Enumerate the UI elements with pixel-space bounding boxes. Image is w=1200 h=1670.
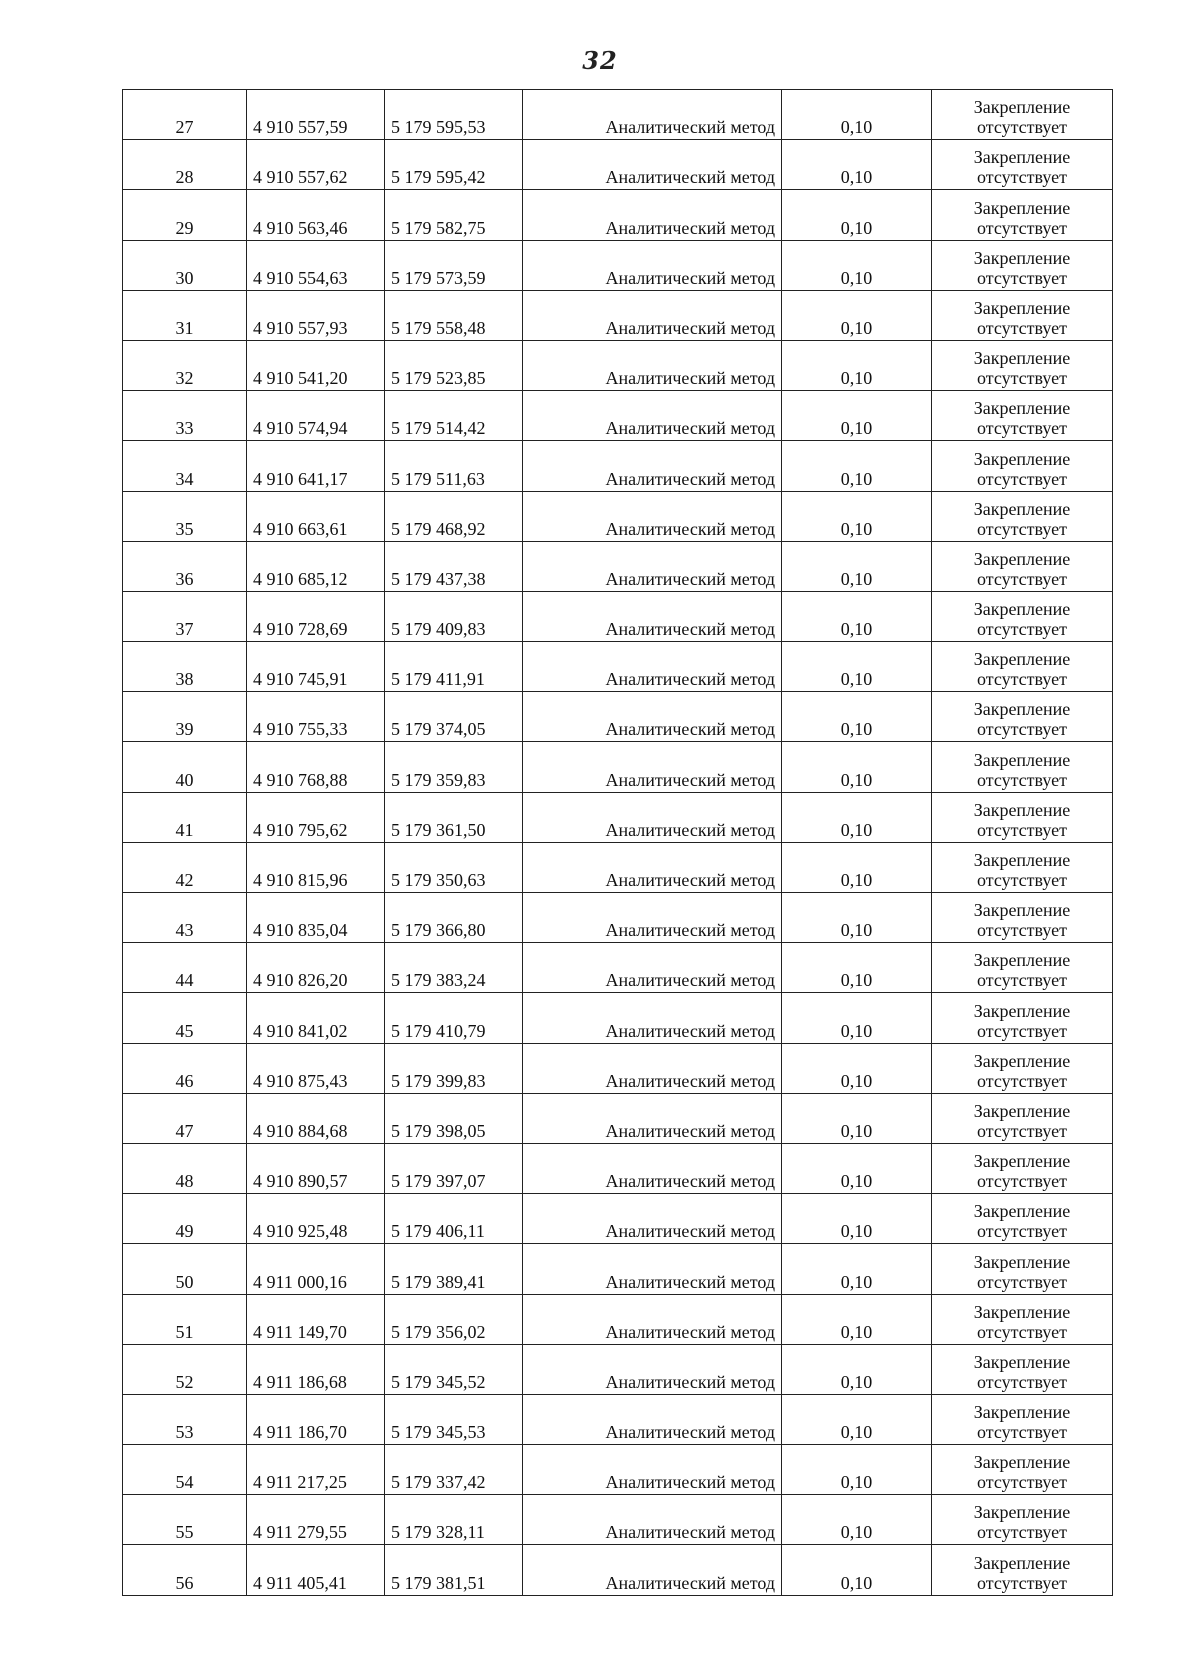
x-coordinate-cell: 4 910 815,96 [247, 842, 385, 892]
fixation-text-line: Закрепление [973, 1301, 1071, 1322]
y-coordinate-cell: 5 179 350,63 [385, 842, 523, 892]
y-coordinate-cell: 5 179 366,80 [385, 893, 523, 943]
method-cell: Аналитический метод [523, 1545, 782, 1595]
point-number-cell: 51 [123, 1294, 247, 1344]
table-row [123, 1495, 1113, 1545]
coordinates-table [122, 89, 1113, 1596]
y-coordinate-cell: 5 179 361,50 [385, 792, 523, 842]
fixation-text-line: отсутствует [976, 1472, 1068, 1493]
point-number-cell: 43 [123, 893, 247, 943]
fixation-cell [932, 1344, 1113, 1394]
table-row [123, 993, 1113, 1043]
fixation-cell [932, 1445, 1113, 1495]
fixation-text-line: отсутствует [976, 769, 1068, 790]
y-coordinate-cell: 5 179 595,42 [385, 140, 523, 190]
table-row [123, 742, 1113, 792]
fixation-text-line: Закрепление [973, 699, 1071, 720]
fixation-cell [932, 1194, 1113, 1244]
y-coordinate-cell: 5 179 523,85 [385, 340, 523, 390]
table-body [123, 90, 1113, 1596]
method-cell: Аналитический метод [523, 1194, 782, 1244]
fixation-cell [932, 190, 1113, 240]
method-cell: Аналитический метод [523, 1093, 782, 1143]
fixation-text-line: отсутствует [976, 267, 1068, 288]
accuracy-cell: 0,10 [782, 1143, 932, 1193]
point-number-cell: 45 [123, 993, 247, 1043]
fixation-text-line: отсутствует [976, 1321, 1068, 1342]
accuracy-cell: 0,10 [782, 391, 932, 441]
method-cell: Аналитический метод [523, 742, 782, 792]
fixation-text-line: Закрепление [973, 297, 1071, 318]
fixation-cell [932, 290, 1113, 340]
fixation-cell [932, 1495, 1113, 1545]
fixation-text-line: Закрепление [973, 749, 1071, 770]
fixation-text-line: отсутствует [976, 317, 1068, 338]
accuracy-cell: 0,10 [782, 1445, 932, 1495]
accuracy-cell: 0,10 [782, 1344, 932, 1394]
table-row [123, 1043, 1113, 1093]
fixation-cell [932, 893, 1113, 943]
fixation-cell [932, 541, 1113, 591]
fixation-text-line: Закрепление [973, 1402, 1071, 1423]
fixation-text-line: Закрепление [973, 97, 1071, 118]
table-row [123, 1143, 1113, 1193]
x-coordinate-cell: 4 910 563,46 [247, 190, 385, 240]
fixation-text-line: отсутствует [976, 920, 1068, 941]
fixation-cell [932, 391, 1113, 441]
x-coordinate-cell: 4 910 745,91 [247, 642, 385, 692]
x-coordinate-cell: 4 910 841,02 [247, 993, 385, 1043]
x-coordinate-cell: 4 911 186,70 [247, 1394, 385, 1444]
fixation-cell [932, 441, 1113, 491]
x-coordinate-cell: 4 910 574,94 [247, 391, 385, 441]
method-cell: Аналитический метод [523, 190, 782, 240]
y-coordinate-cell: 5 179 437,38 [385, 541, 523, 591]
method-cell: Аналитический метод [523, 993, 782, 1043]
accuracy-cell: 0,10 [782, 1043, 932, 1093]
x-coordinate-cell: 4 911 000,16 [247, 1244, 385, 1294]
fixation-text-line: Закрепление [973, 900, 1071, 921]
fixation-text-line: Закрепление [973, 448, 1071, 469]
fixation-cell [932, 491, 1113, 541]
fixation-text-line: Закрепление [973, 799, 1071, 820]
method-cell: Аналитический метод [523, 1043, 782, 1093]
method-cell: Аналитический метод [523, 1244, 782, 1294]
accuracy-cell: 0,10 [782, 792, 932, 842]
table-row [123, 391, 1113, 441]
table-row [123, 541, 1113, 591]
method-cell: Аналитический метод [523, 692, 782, 742]
accuracy-cell: 0,10 [782, 742, 932, 792]
fixation-text-line: Закрепление [973, 1251, 1071, 1272]
method-cell: Аналитический метод [523, 140, 782, 190]
accuracy-cell: 0,10 [782, 190, 932, 240]
method-cell: Аналитический метод [523, 943, 782, 993]
x-coordinate-cell: 4 910 768,88 [247, 742, 385, 792]
fixation-text-line: отсутствует [976, 1120, 1068, 1141]
accuracy-cell: 0,10 [782, 1194, 932, 1244]
x-coordinate-cell: 4 910 554,63 [247, 240, 385, 290]
fixation-text-line: отсутствует [976, 1171, 1068, 1192]
fixation-text-line: Закрепление [973, 599, 1071, 620]
y-coordinate-cell: 5 179 359,83 [385, 742, 523, 792]
fixation-text-line: отсутствует [976, 870, 1068, 890]
y-coordinate-cell: 5 179 389,41 [385, 1244, 523, 1294]
method-cell: Аналитический метод [523, 240, 782, 290]
y-coordinate-cell: 5 179 356,02 [385, 1294, 523, 1344]
table-row [123, 1545, 1113, 1595]
fixation-text-line: отсутствует [976, 368, 1068, 389]
point-number-cell: 46 [123, 1043, 247, 1093]
x-coordinate-cell: 4 910 685,12 [247, 541, 385, 591]
point-number-cell: 29 [123, 190, 247, 240]
point-number-cell: 36 [123, 541, 247, 591]
table-row [123, 491, 1113, 541]
x-coordinate-cell: 4 910 557,93 [247, 290, 385, 340]
accuracy-cell: 0,10 [782, 993, 932, 1043]
fixation-text-line: отсутствует [976, 819, 1068, 840]
fixation-text-line: Закрепление [973, 147, 1071, 168]
accuracy-cell: 0,10 [782, 692, 932, 742]
x-coordinate-cell: 4 911 149,70 [247, 1294, 385, 1344]
accuracy-cell: 0,10 [782, 591, 932, 641]
y-coordinate-cell: 5 179 511,63 [385, 441, 523, 491]
fixation-cell [932, 90, 1113, 140]
fixation-cell [932, 140, 1113, 190]
method-cell: Аналитический метод [523, 1445, 782, 1495]
x-coordinate-cell: 4 911 405,41 [247, 1545, 385, 1595]
fixation-cell [932, 1545, 1113, 1595]
fixation-cell [932, 240, 1113, 290]
method-cell: Аналитический метод [523, 1294, 782, 1344]
y-coordinate-cell: 5 179 595,53 [385, 90, 523, 140]
fixation-text-line: Закрепление [973, 1502, 1071, 1523]
fixation-text-line: Закрепление [973, 1201, 1071, 1222]
table-row [123, 792, 1113, 842]
accuracy-cell: 0,10 [782, 842, 932, 892]
fixation-text-line: Закрепление [973, 1100, 1071, 1121]
fixation-cell [932, 591, 1113, 641]
fixation-text-line: Закрепление [973, 1452, 1071, 1473]
method-cell: Аналитический метод [523, 893, 782, 943]
fixation-text-line: отсутствует [976, 217, 1068, 238]
accuracy-cell: 0,10 [782, 140, 932, 190]
table-row [123, 1244, 1113, 1294]
accuracy-cell: 0,10 [782, 1093, 932, 1143]
y-coordinate-cell: 5 179 337,42 [385, 1445, 523, 1495]
fixation-cell [932, 1294, 1113, 1344]
fixation-cell [932, 842, 1113, 892]
table-row [123, 1194, 1113, 1244]
table-row [123, 591, 1113, 641]
fixation-text-line: отсутствует [976, 518, 1068, 539]
point-number-cell: 56 [123, 1545, 247, 1595]
point-number-cell: 28 [123, 140, 247, 190]
y-coordinate-cell: 5 179 397,07 [385, 1143, 523, 1193]
accuracy-cell: 0,10 [782, 1545, 932, 1595]
accuracy-cell: 0,10 [782, 240, 932, 290]
fixation-text-line: Закрепление [973, 398, 1071, 419]
table-row [123, 842, 1113, 892]
accuracy-cell: 0,10 [782, 1244, 932, 1294]
table-row [123, 441, 1113, 491]
fixation-text-line: отсутствует [976, 1020, 1068, 1041]
accuracy-cell: 0,10 [782, 1294, 932, 1344]
fixation-text-line: Закрепление [973, 498, 1071, 519]
fixation-text-line: отсутствует [976, 619, 1068, 640]
y-coordinate-cell: 5 179 468,92 [385, 491, 523, 541]
fixation-text-line: Закрепление [973, 197, 1071, 218]
accuracy-cell: 0,10 [782, 290, 932, 340]
x-coordinate-cell: 4 911 186,68 [247, 1344, 385, 1394]
fixation-cell [932, 993, 1113, 1043]
fixation-cell [932, 642, 1113, 692]
table-row [123, 240, 1113, 290]
fixation-cell [932, 1043, 1113, 1093]
y-coordinate-cell: 5 179 406,11 [385, 1194, 523, 1244]
fixation-cell [932, 1093, 1113, 1143]
accuracy-cell: 0,10 [782, 90, 932, 140]
point-number-cell: 42 [123, 842, 247, 892]
x-coordinate-cell: 4 910 795,62 [247, 792, 385, 842]
fixation-text-line: Закрепление [973, 1552, 1071, 1573]
fixation-text-line: Закрепление [973, 348, 1071, 369]
table-row [123, 1294, 1113, 1344]
accuracy-cell: 0,10 [782, 541, 932, 591]
fixation-text-line: отсутствует [976, 568, 1068, 589]
point-number-cell: 37 [123, 591, 247, 641]
x-coordinate-cell: 4 910 890,57 [247, 1143, 385, 1193]
table-row [123, 340, 1113, 390]
point-number-cell: 35 [123, 491, 247, 541]
table-row [123, 893, 1113, 943]
accuracy-cell: 0,10 [782, 893, 932, 943]
point-number-cell: 39 [123, 692, 247, 742]
method-cell: Аналитический метод [523, 1495, 782, 1545]
y-coordinate-cell: 5 179 411,91 [385, 642, 523, 692]
x-coordinate-cell: 4 910 541,20 [247, 340, 385, 390]
table-row [123, 1445, 1113, 1495]
point-number-cell: 44 [123, 943, 247, 993]
fixation-text-line: отсутствует [976, 719, 1068, 740]
fixation-text-line: Закрепление [973, 247, 1071, 268]
x-coordinate-cell: 4 911 279,55 [247, 1495, 385, 1545]
point-number-cell: 31 [123, 290, 247, 340]
x-coordinate-cell: 4 910 728,69 [247, 591, 385, 641]
point-number-cell: 50 [123, 1244, 247, 1294]
y-coordinate-cell: 5 179 345,52 [385, 1344, 523, 1394]
fixation-text-line: отсутствует [976, 1271, 1068, 1292]
x-coordinate-cell: 4 911 217,25 [247, 1445, 385, 1495]
point-number-cell: 34 [123, 441, 247, 491]
x-coordinate-cell: 4 910 557,62 [247, 140, 385, 190]
fixation-text-line: отсутствует [976, 970, 1068, 991]
fixation-cell [932, 792, 1113, 842]
y-coordinate-cell: 5 179 381,51 [385, 1545, 523, 1595]
x-coordinate-cell: 4 910 925,48 [247, 1194, 385, 1244]
fixation-text-line: отсутствует [976, 1522, 1068, 1543]
point-number-cell: 38 [123, 642, 247, 692]
x-coordinate-cell: 4 910 835,04 [247, 893, 385, 943]
y-coordinate-cell: 5 179 573,59 [385, 240, 523, 290]
accuracy-cell: 0,10 [782, 441, 932, 491]
y-coordinate-cell: 5 179 409,83 [385, 591, 523, 641]
x-coordinate-cell: 4 910 641,17 [247, 441, 385, 491]
x-coordinate-cell: 4 910 884,68 [247, 1093, 385, 1143]
point-number-cell: 40 [123, 742, 247, 792]
method-cell: Аналитический метод [523, 591, 782, 641]
method-cell: Аналитический метод [523, 491, 782, 541]
method-cell: Аналитический метод [523, 842, 782, 892]
table-row [123, 642, 1113, 692]
point-number-cell: 27 [123, 90, 247, 140]
page-number: 32 [582, 46, 618, 75]
x-coordinate-cell: 4 910 826,20 [247, 943, 385, 993]
method-cell: Аналитический метод [523, 340, 782, 390]
fixation-cell [932, 1394, 1113, 1444]
point-number-cell: 55 [123, 1495, 247, 1545]
fixation-text-line: Закрепление [973, 1000, 1071, 1021]
method-cell: Аналитический метод [523, 541, 782, 591]
accuracy-cell: 0,10 [782, 491, 932, 541]
y-coordinate-cell: 5 179 514,42 [385, 391, 523, 441]
y-coordinate-cell: 5 179 383,24 [385, 943, 523, 993]
point-number-cell: 30 [123, 240, 247, 290]
point-number-cell: 47 [123, 1093, 247, 1143]
point-number-cell: 49 [123, 1194, 247, 1244]
y-coordinate-cell: 5 179 582,75 [385, 190, 523, 240]
fixation-text-line: Закрепление [973, 1050, 1071, 1071]
method-cell: Аналитический метод [523, 792, 782, 842]
y-coordinate-cell: 5 179 558,48 [385, 290, 523, 340]
fixation-text-line: Закрепление [973, 548, 1071, 569]
y-coordinate-cell: 5 179 410,79 [385, 993, 523, 1043]
table-row [123, 90, 1113, 140]
fixation-text-line: отсутствует [976, 1221, 1068, 1242]
fixation-text-line: Закрепление [973, 1151, 1071, 1172]
fixation-text-line: отсутствует [976, 1572, 1068, 1593]
y-coordinate-cell: 5 179 399,83 [385, 1043, 523, 1093]
method-cell: Аналитический метод [523, 1394, 782, 1444]
y-coordinate-cell: 5 179 374,05 [385, 692, 523, 742]
point-number-cell: 53 [123, 1394, 247, 1444]
method-cell: Аналитический метод [523, 391, 782, 441]
fixation-text-line: отсутствует [976, 1371, 1068, 1392]
table-row [123, 1093, 1113, 1143]
fixation-text-line: отсутствует [976, 669, 1068, 690]
accuracy-cell: 0,10 [782, 340, 932, 390]
fixation-text-line: отсутствует [976, 117, 1068, 138]
point-number-cell: 33 [123, 391, 247, 441]
fixation-text-line: Закрепление [973, 950, 1071, 971]
point-number-cell: 52 [123, 1344, 247, 1394]
table-row [123, 692, 1113, 742]
method-cell: Аналитический метод [523, 1143, 782, 1193]
accuracy-cell: 0,10 [782, 1394, 932, 1444]
method-cell: Аналитический метод [523, 1344, 782, 1394]
table-row [123, 943, 1113, 993]
table-row [123, 190, 1113, 240]
x-coordinate-cell: 4 910 875,43 [247, 1043, 385, 1093]
fixation-cell [932, 943, 1113, 993]
point-number-cell: 48 [123, 1143, 247, 1193]
fixation-text-line: Закрепление [973, 850, 1071, 870]
fixation-text-line: отсутствует [976, 1422, 1068, 1443]
fixation-cell [932, 692, 1113, 742]
fixation-cell [932, 340, 1113, 390]
table-row [123, 1394, 1113, 1444]
fixation-text-line: отсутствует [976, 1070, 1068, 1091]
fixation-cell [932, 742, 1113, 792]
x-coordinate-cell: 4 910 755,33 [247, 692, 385, 742]
point-number-cell: 32 [123, 340, 247, 390]
table-row [123, 1344, 1113, 1394]
method-cell: Аналитический метод [523, 642, 782, 692]
accuracy-cell: 0,10 [782, 1495, 932, 1545]
method-cell: Аналитический метод [523, 290, 782, 340]
fixation-text-line: отсутствует [976, 167, 1068, 188]
x-coordinate-cell: 4 910 663,61 [247, 491, 385, 541]
accuracy-cell: 0,10 [782, 943, 932, 993]
point-number-cell: 54 [123, 1445, 247, 1495]
x-coordinate-cell: 4 910 557,59 [247, 90, 385, 140]
fixation-text-line: отсутствует [976, 418, 1068, 439]
table-row [123, 290, 1113, 340]
fixation-cell [932, 1244, 1113, 1294]
accuracy-cell: 0,10 [782, 642, 932, 692]
method-cell: Аналитический метод [523, 90, 782, 140]
y-coordinate-cell: 5 179 328,11 [385, 1495, 523, 1545]
fixation-text-line: отсутствует [976, 468, 1068, 489]
fixation-text-line: Закрепление [973, 1351, 1071, 1372]
y-coordinate-cell: 5 179 345,53 [385, 1394, 523, 1444]
table-row [123, 140, 1113, 190]
point-number-cell: 41 [123, 792, 247, 842]
fixation-cell [932, 1143, 1113, 1193]
fixation-text-line: Закрепление [973, 649, 1071, 670]
y-coordinate-cell: 5 179 398,05 [385, 1093, 523, 1143]
method-cell: Аналитический метод [523, 441, 782, 491]
